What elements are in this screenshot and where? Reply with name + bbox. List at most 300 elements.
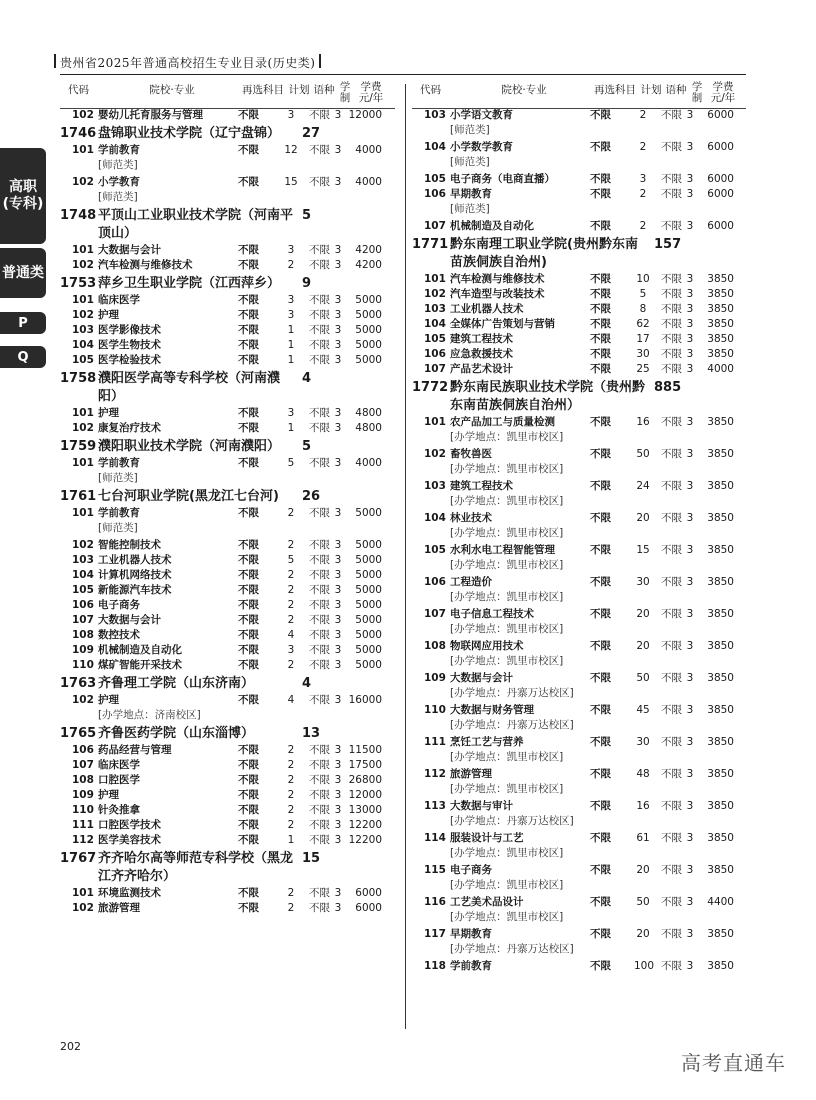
major-plan: 2 — [287, 259, 295, 271]
major-row — [60, 258, 398, 273]
major-note: [办学地点：丹寨万达校区] — [450, 943, 574, 955]
major-plan: 12 — [284, 144, 298, 156]
major-fee: 3850 — [707, 704, 734, 716]
major-lang: 不限 — [309, 259, 330, 271]
major-name: 康复治疗技术 — [98, 422, 161, 434]
major-plan: 25 — [636, 363, 650, 375]
major-code: 101 — [72, 244, 94, 256]
major-name: 物联网应用技术 — [450, 640, 524, 652]
major-subject: 不限 — [590, 318, 611, 330]
major-code: 103 — [72, 324, 94, 336]
major-name: 口腔医学 — [98, 774, 140, 786]
major-subject: 不限 — [590, 416, 611, 428]
major-note: [办学地点：凯里市校区] — [450, 591, 564, 603]
major-subject: 不限 — [238, 887, 259, 899]
major-lang: 不限 — [661, 544, 682, 556]
major-note: [师范类] — [450, 203, 490, 215]
major-note: [师范类] — [450, 124, 490, 136]
major-code: 110 — [424, 704, 446, 716]
major-subject: 不限 — [238, 109, 259, 121]
major-fee: 3850 — [707, 318, 734, 330]
major-code: 109 — [424, 672, 446, 684]
major-plan: 30 — [636, 576, 650, 588]
major-note: [办学地点：凯里市校区] — [450, 911, 564, 923]
major-fee: 5000 — [355, 294, 382, 306]
major-length: 3 — [686, 576, 694, 588]
major-fee: 5000 — [355, 339, 382, 351]
major-fee: 3850 — [707, 928, 734, 940]
major-row — [60, 323, 398, 338]
school-code: 1767 — [60, 851, 97, 866]
major-code: 105 — [72, 584, 94, 596]
major-note: [办学地点：凯里市校区] — [450, 623, 564, 635]
major-code: 102 — [72, 176, 94, 188]
major-length: 3 — [686, 960, 694, 972]
major-fee: 3850 — [707, 640, 734, 652]
major-length: 3 — [686, 173, 694, 185]
major-fee: 3850 — [707, 800, 734, 812]
major-length: 3 — [334, 309, 342, 321]
major-length: 3 — [686, 333, 694, 345]
major-name: 大数据与会计 — [450, 672, 513, 684]
major-lang: 不限 — [309, 834, 330, 846]
major-lang: 不限 — [661, 348, 682, 360]
header-plan: 计划 — [640, 84, 662, 96]
header-rule — [60, 74, 746, 75]
major-length: 3 — [686, 448, 694, 460]
major-fee: 6000 — [707, 109, 734, 121]
school-plan: 9 — [302, 276, 312, 291]
major-name: 水利水电工程智能管理 — [450, 544, 555, 556]
major-subject: 不限 — [590, 303, 611, 315]
major-code: 104 — [424, 318, 446, 330]
major-plan: 3 — [287, 244, 295, 256]
major-length: 3 — [334, 144, 342, 156]
major-subject: 不限 — [238, 407, 259, 419]
major-code: 114 — [424, 832, 446, 844]
major-row — [412, 671, 746, 686]
major-fee: 3850 — [707, 288, 734, 300]
major-subject: 不限 — [590, 512, 611, 524]
major-length: 3 — [334, 176, 342, 188]
major-row — [60, 901, 398, 916]
major-subject: 不限 — [238, 176, 259, 188]
major-note: [办学地点：凯里市校区] — [450, 783, 564, 795]
major-plan: 2 — [287, 599, 295, 611]
major-length: 3 — [686, 318, 694, 330]
major-lang: 不限 — [661, 288, 682, 300]
major-subject: 不限 — [238, 584, 259, 596]
major-length: 3 — [686, 800, 694, 812]
major-code: 101 — [72, 294, 94, 306]
major-fee: 5000 — [355, 554, 382, 566]
major-fee: 4000 — [355, 457, 382, 469]
major-code: 101 — [424, 273, 446, 285]
header-name: 院校·专业 — [149, 84, 195, 96]
major-plan: 2 — [287, 819, 295, 831]
school-plan: 5 — [302, 208, 312, 223]
major-length: 3 — [334, 324, 342, 336]
school-entry — [60, 488, 398, 506]
major-length: 3 — [334, 902, 342, 914]
major-row — [412, 799, 746, 814]
major-lang: 不限 — [661, 640, 682, 652]
major-lang: 不限 — [309, 294, 330, 306]
major-lang: 不限 — [309, 599, 330, 611]
major-row — [60, 538, 398, 553]
major-fee: 4400 — [707, 896, 734, 908]
major-lang: 不限 — [309, 774, 330, 786]
major-name: 汽车检测与维修技术 — [450, 273, 545, 285]
major-plan: 100 — [634, 960, 655, 972]
major-name: 护理 — [98, 789, 119, 801]
major-length: 3 — [334, 629, 342, 641]
major-plan: 30 — [636, 348, 650, 360]
major-length: 3 — [334, 614, 342, 626]
major-lang: 不限 — [309, 244, 330, 256]
major-code: 111 — [424, 736, 446, 748]
major-subject: 不限 — [238, 694, 259, 706]
major-subject: 不限 — [590, 109, 611, 121]
major-plan: 20 — [636, 512, 650, 524]
major-length: 3 — [686, 832, 694, 844]
major-code: 101 — [424, 416, 446, 428]
major-row — [60, 456, 398, 471]
major-name: 医学美容技术 — [98, 834, 161, 846]
major-fee: 6000 — [355, 902, 382, 914]
major-fee: 5000 — [355, 629, 382, 641]
major-name: 电子商务 — [98, 599, 140, 611]
major-row — [60, 773, 398, 788]
major-subject: 不限 — [590, 640, 611, 652]
major-row — [60, 421, 398, 436]
major-code: 106 — [72, 744, 94, 756]
major-subject: 不限 — [238, 294, 259, 306]
major-subject: 不限 — [238, 902, 259, 914]
major-lang: 不限 — [309, 694, 330, 706]
major-length: 3 — [686, 512, 694, 524]
major-code: 103 — [424, 480, 446, 492]
school-entry — [60, 438, 398, 456]
major-code: 101 — [72, 407, 94, 419]
major-subject: 不限 — [238, 789, 259, 801]
header-name: 院校·专业 — [501, 84, 547, 96]
major-length: 3 — [334, 774, 342, 786]
major-fee: 12000 — [348, 789, 382, 801]
major-subject: 不限 — [590, 928, 611, 940]
major-name: 工业机器人技术 — [450, 303, 524, 315]
major-note: [办学地点：凯里市校区] — [450, 655, 564, 667]
major-plan: 8 — [639, 303, 647, 315]
major-lang: 不限 — [309, 819, 330, 831]
major-note: [师范类] — [98, 472, 138, 484]
major-code: 103 — [424, 109, 446, 121]
major-code: 105 — [424, 333, 446, 345]
major-length: 3 — [334, 887, 342, 899]
major-length: 3 — [334, 422, 342, 434]
major-lang: 不限 — [661, 800, 682, 812]
school-code: 1748 — [60, 208, 97, 223]
major-row — [60, 803, 398, 818]
school-code: 1746 — [60, 126, 97, 141]
major-name: 煤矿智能开采技术 — [98, 659, 182, 671]
major-fee: 17500 — [348, 759, 382, 771]
major-code: 107 — [72, 759, 94, 771]
major-subject: 不限 — [238, 422, 259, 434]
major-subject: 不限 — [238, 744, 259, 756]
major-name: 旅游管理 — [450, 768, 492, 780]
major-name: 医学检验技术 — [98, 354, 161, 366]
major-plan: 3 — [287, 644, 295, 656]
major-subject: 不限 — [238, 354, 259, 366]
major-lang: 不限 — [661, 109, 682, 121]
major-lang: 不限 — [309, 144, 330, 156]
major-plan: 17 — [636, 333, 650, 345]
major-row — [412, 219, 746, 234]
major-row — [412, 332, 746, 347]
major-row — [412, 108, 746, 123]
major-note: [办学地点：济南校区] — [98, 709, 201, 721]
major-subject: 不限 — [238, 644, 259, 656]
major-length: 3 — [686, 288, 694, 300]
major-name: 口腔医学技术 — [98, 819, 161, 831]
major-plan: 20 — [636, 640, 650, 652]
major-fee: 4800 — [355, 407, 382, 419]
major-row — [412, 447, 746, 462]
major-note: [师范类] — [98, 522, 138, 534]
major-code: 101 — [72, 144, 94, 156]
major-plan: 50 — [636, 448, 650, 460]
major-subject: 不限 — [238, 629, 259, 641]
header-plan: 计划 — [288, 84, 310, 96]
school-plan: 4 — [302, 676, 312, 691]
major-lang: 不限 — [309, 804, 330, 816]
school-entry — [60, 370, 398, 406]
school-name: 盘锦职业技术学院（辽宁盘锦） — [98, 126, 281, 141]
major-name: 大数据与审计 — [450, 800, 513, 812]
school-entry — [60, 675, 398, 693]
major-fee: 26800 — [348, 774, 382, 786]
major-name: 小学数学教育 — [450, 141, 513, 153]
major-lang: 不限 — [661, 960, 682, 972]
school-name: 齐鲁医药学院（山东淄博） — [98, 726, 255, 741]
major-plan: 5 — [287, 554, 295, 566]
major-row — [60, 613, 398, 628]
major-plan: 1 — [287, 339, 295, 351]
major-fee: 3850 — [707, 448, 734, 460]
major-subject: 不限 — [590, 288, 611, 300]
major-code: 118 — [424, 960, 446, 972]
header-fee: 学费 元/年 — [358, 81, 384, 104]
school-code: 1763 — [60, 676, 97, 691]
major-fee: 6000 — [707, 188, 734, 200]
major-subject: 不限 — [590, 576, 611, 588]
major-fee: 6000 — [707, 220, 734, 232]
major-subject: 不限 — [238, 339, 259, 351]
major-code: 107 — [72, 614, 94, 626]
major-note: [办学地点：凯里市校区] — [450, 495, 564, 507]
major-name: 婴幼儿托育服务与管理 — [98, 109, 203, 121]
major-name: 汽车造型与改装技术 — [450, 288, 545, 300]
major-name: 护理 — [98, 309, 119, 321]
major-fee: 3850 — [707, 576, 734, 588]
major-plan: 48 — [636, 768, 650, 780]
major-plan: 30 — [636, 736, 650, 748]
major-name: 早期教育 — [450, 928, 492, 940]
major-lang: 不限 — [661, 416, 682, 428]
major-row — [60, 506, 398, 521]
major-code: 102 — [72, 902, 94, 914]
header-subject: 再选科目 — [242, 84, 284, 96]
major-length: 3 — [686, 416, 694, 428]
major-row — [60, 743, 398, 758]
major-code: 103 — [72, 554, 94, 566]
major-row — [412, 172, 746, 187]
major-fee: 5000 — [355, 539, 382, 551]
major-plan: 2 — [287, 614, 295, 626]
major-subject: 不限 — [590, 960, 611, 972]
major-lang: 不限 — [661, 768, 682, 780]
major-subject: 不限 — [590, 704, 611, 716]
major-row — [60, 175, 398, 190]
major-fee: 3850 — [707, 736, 734, 748]
major-row — [412, 511, 746, 526]
major-row — [412, 959, 746, 974]
major-row — [60, 643, 398, 658]
major-code: 117 — [424, 928, 446, 940]
major-length: 3 — [686, 928, 694, 940]
major-fee: 3850 — [707, 416, 734, 428]
major-row — [60, 833, 398, 848]
major-note: [师范类] — [98, 191, 138, 203]
major-fee: 6000 — [707, 141, 734, 153]
major-row — [60, 293, 398, 308]
major-length: 3 — [334, 354, 342, 366]
major-lang: 不限 — [661, 363, 682, 375]
major-subject: 不限 — [238, 774, 259, 786]
major-plan: 2 — [639, 141, 647, 153]
major-name: 电子商务（电商直播） — [450, 173, 555, 185]
major-note: [办学地点：凯里市校区] — [450, 847, 564, 859]
school-plan: 5 — [302, 439, 312, 454]
major-lang: 不限 — [661, 318, 682, 330]
header-subject: 再选科目 — [594, 84, 636, 96]
major-subject: 不限 — [238, 457, 259, 469]
major-fee: 13000 — [348, 804, 382, 816]
major-name: 旅游管理 — [98, 902, 140, 914]
major-name: 护理 — [98, 694, 119, 706]
school-name: 七台河职业学院(黑龙江七台河) — [98, 489, 279, 504]
major-name: 学前教育 — [98, 507, 140, 519]
major-row — [412, 895, 746, 910]
major-lang: 不限 — [309, 644, 330, 656]
major-fee: 5000 — [355, 584, 382, 596]
major-lang: 不限 — [309, 554, 330, 566]
major-length: 3 — [334, 744, 342, 756]
major-length: 3 — [686, 303, 694, 315]
major-length: 3 — [686, 864, 694, 876]
major-lang: 不限 — [309, 339, 330, 351]
header-fee: 学费 元/年 — [710, 81, 736, 104]
side-tab-general: 普通类 — [0, 248, 46, 298]
major-row — [60, 406, 398, 421]
major-note: [办学地点：凯里市校区] — [450, 431, 564, 443]
major-length: 3 — [334, 339, 342, 351]
major-plan: 1 — [287, 354, 295, 366]
major-row — [60, 658, 398, 673]
major-fee: 3850 — [707, 608, 734, 620]
major-fee: 3850 — [707, 348, 734, 360]
major-lang: 不限 — [309, 507, 330, 519]
major-subject: 不限 — [590, 141, 611, 153]
major-lang: 不限 — [309, 902, 330, 914]
major-code: 102 — [72, 109, 94, 121]
major-row — [412, 831, 746, 846]
major-fee: 6000 — [355, 887, 382, 899]
major-lang: 不限 — [309, 309, 330, 321]
major-name: 工艺美术品设计 — [450, 896, 524, 908]
major-length: 3 — [334, 804, 342, 816]
major-fee: 12200 — [348, 834, 382, 846]
major-fee: 5000 — [355, 507, 382, 519]
major-plan: 2 — [287, 902, 295, 914]
major-name: 大数据与财务管理 — [450, 704, 534, 716]
major-name: 电子信息工程技术 — [450, 608, 534, 620]
major-row — [60, 693, 398, 708]
major-plan: 2 — [287, 539, 295, 551]
major-code: 108 — [72, 629, 94, 641]
school-code: 1758 — [60, 371, 97, 386]
major-name: 畜牧兽医 — [450, 448, 492, 460]
major-subject: 不限 — [238, 834, 259, 846]
major-length: 3 — [334, 294, 342, 306]
major-plan: 4 — [287, 694, 295, 706]
major-name: 药品经营与管理 — [98, 744, 172, 756]
major-subject: 不限 — [590, 480, 611, 492]
major-lang: 不限 — [309, 422, 330, 434]
major-lang: 不限 — [309, 614, 330, 626]
major-code: 105 — [72, 354, 94, 366]
major-subject: 不限 — [590, 173, 611, 185]
major-length: 3 — [686, 896, 694, 908]
major-fee: 5000 — [355, 309, 382, 321]
major-name: 服装设计与工艺 — [450, 832, 524, 844]
major-code: 111 — [72, 819, 94, 831]
major-length: 3 — [334, 659, 342, 671]
major-row — [412, 272, 746, 287]
major-lang: 不限 — [309, 109, 330, 121]
major-code: 113 — [424, 800, 446, 812]
major-fee: 5000 — [355, 659, 382, 671]
left-column — [60, 82, 398, 916]
school-code: 1772 — [412, 380, 449, 395]
major-note: [办学地点：凯里市校区] — [450, 463, 564, 475]
major-name: 临床医学 — [98, 759, 140, 771]
major-row — [60, 353, 398, 368]
major-lang: 不限 — [661, 333, 682, 345]
school-plan: 157 — [654, 237, 682, 252]
major-code: 102 — [72, 422, 94, 434]
major-plan: 2 — [287, 789, 295, 801]
major-name: 工程造价 — [450, 576, 492, 588]
major-row — [412, 187, 746, 202]
major-subject: 不限 — [590, 333, 611, 345]
major-fee: 3850 — [707, 303, 734, 315]
major-fee: 12000 — [348, 109, 382, 121]
major-fee: 3850 — [707, 512, 734, 524]
major-subject: 不限 — [590, 220, 611, 232]
major-code: 102 — [72, 694, 94, 706]
